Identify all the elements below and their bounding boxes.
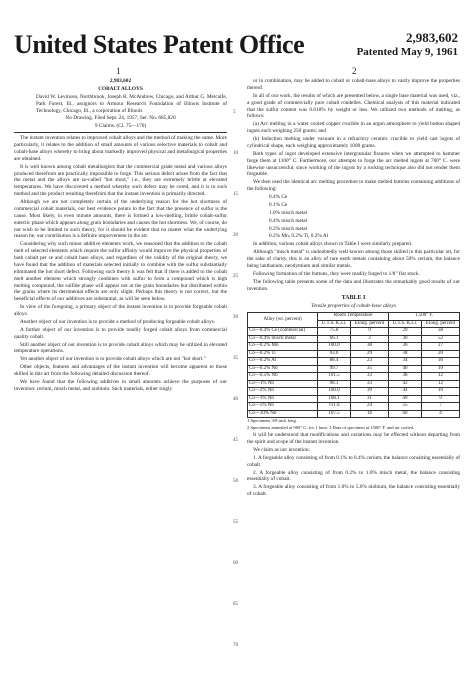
table-cell: Co—0.2% Al <box>248 358 318 366</box>
paragraph: Following formation of the buttons, they were readily forged to 1/8" flat stock. <box>253 270 420 277</box>
table-cell: 23 <box>350 358 388 366</box>
table-subtitle: Tensile properties of cobalt-base alloys <box>311 303 396 310</box>
table-cell: 38 <box>389 350 422 358</box>
paragraph: Still another object of our invention is to provide cobalt alloys which may be utilized in elevated temperature operations. <box>14 341 227 355</box>
left-body <box>14 135 227 393</box>
line-number: 55 <box>233 520 238 525</box>
table-cell: 101.5 <box>318 373 351 381</box>
right-body-top <box>247 78 460 193</box>
table-cell: 9 <box>350 328 388 336</box>
line-number: 60 <box>233 561 238 566</box>
table-row <box>248 410 460 418</box>
table-cell: 98.1 <box>318 380 351 388</box>
table-cell: Co—5% Nb <box>248 403 318 411</box>
paragraph: In view of the foregoing, a primary object of the instant invention is to provide forgeable cobalt alloys. <box>14 304 227 317</box>
paragraph: In all of our work, the results of which are presented below, a single base material was used, viz., a good grade of commercially pure cobalt rondelles. Chemical analysis of this material indicated that the sulfur content was 0.018% by weight or less. We utilized two methods of melting, as follows: <box>247 92 460 120</box>
table-group-header: Room Temperature <box>318 313 389 321</box>
table-footnote: 2 Specimens annealed at 900° C. for 1 hour. 3 Data of specimen at 1500° F. and air cooled. <box>247 425 415 431</box>
table-row <box>248 365 460 373</box>
table-footnote: 1 Specimens 3/8 inch long. <box>247 418 297 424</box>
divider <box>14 132 227 133</box>
table-cell: 100.0 <box>318 343 351 351</box>
table-cell: 36 <box>389 343 422 351</box>
paragraph: Another object of our invention is to provide a method of producing forgeable cobalt alloys. <box>20 318 216 325</box>
table-sub-header: U.T.S. K.s.i. <box>318 320 351 328</box>
table-cell: 66.1 <box>318 335 351 343</box>
paragraph: or in combination, may be added to cobalt or cobalt-base alloys to vastly improve the properties thereof. <box>247 78 460 91</box>
line-number: 45 <box>233 438 238 443</box>
table-cell: 60 <box>389 410 422 418</box>
line-number: 65 <box>233 602 238 607</box>
table-cell: 10 <box>421 365 459 373</box>
patent-number: 2,983,602 <box>406 30 458 45</box>
table-cell: 108.1 <box>318 395 351 403</box>
table-sub-header: U.T.S. K.s.i. <box>389 320 422 328</box>
table-row <box>248 358 460 366</box>
paragraph: A further object of our invention is to provide readily forged cobalt alloys from commercial quality cobalt. <box>14 326 227 340</box>
table-cell: 24 <box>350 403 388 411</box>
paragraph: 2. A forgeable alloy consisting of from 0.2% to 1.0% misch metal, the balance consisting essentially of cobalt. <box>247 469 460 483</box>
addition-item: 0.4% Ce <box>269 194 288 200</box>
table-cell: 29 <box>389 328 422 336</box>
addition-item: 0.2% Mn, 0.2% Ti, 0.2% Al <box>269 233 329 240</box>
table-cell: 44 <box>389 388 422 396</box>
table-cell: Co—0.2% Ti <box>248 350 318 358</box>
column-number-left: 1 <box>116 66 121 76</box>
table-cell: 38 <box>389 373 422 381</box>
table-cell: Co—0.2% Nb <box>248 365 318 373</box>
filing-info: No Drawing. Filed Sept. 24, 1957, Ser. No. 685,820 <box>65 115 176 122</box>
tensile-table <box>247 312 460 418</box>
addition-item: 0.2% misch metal <box>269 225 308 232</box>
addition-item: 0.1% Ce <box>269 201 288 208</box>
table-cell: Co—10% Nb <box>248 410 318 418</box>
table-cell: 12 <box>421 373 459 381</box>
patent-date: Patented May 9, 1961 <box>356 46 458 58</box>
paragraph: (b) Induction melting under vacuum in a refractory ceramic crucible to yield cast ingots of cylindrical shape, each weighing approximately 1000 grams. <box>247 136 460 149</box>
table-row <box>248 395 460 403</box>
table-cell: Co—0.4% Ce (commercial) <box>248 328 318 336</box>
table-cell: 31 <box>350 395 388 403</box>
invention-title: COBALT ALLOYS <box>98 85 143 92</box>
table-row <box>248 350 460 358</box>
table-cell: 20 <box>421 350 459 358</box>
paragraph: We claim as our invention: <box>253 446 310 453</box>
table-cell: 38 <box>421 328 459 336</box>
table-cell: Co—0.4% misch metal <box>248 335 318 343</box>
table-group-header: 1,500° F. <box>389 313 460 321</box>
table-cell: 7 <box>421 403 459 411</box>
table-cell: 42 <box>389 380 422 388</box>
table-col-header: Alloy (wt. percent) <box>248 313 318 328</box>
table-cell: 107.5 <box>318 410 351 418</box>
claims-info: 9 Claims. (Cl. 75—170) <box>94 123 147 130</box>
table-cell: 111.0 <box>318 403 351 411</box>
paragraph: Although "misch metal" is undoubtedly well known among those skilled in this particular art, for the sake of clarity, this is an alloy of rare earth metals containing about 50% cerium, the balance being lanthanum, neodymium and similar metals. <box>247 249 460 269</box>
table-cell: 9 <box>421 395 459 403</box>
table-cell: 99.7 <box>318 365 351 373</box>
table-sub-header: Elong. percent <box>421 320 459 328</box>
table-cell: 55 <box>389 403 422 411</box>
table-cell: 88.4 <box>318 358 351 366</box>
table-cell: 33 <box>350 373 388 381</box>
table-row <box>248 343 460 351</box>
table-footnotes <box>247 418 460 431</box>
table-cell: 27 <box>421 343 459 351</box>
line-number: 40 <box>233 397 238 402</box>
table-row <box>248 403 460 411</box>
table-cell: Co—0.5% Nb <box>248 373 318 381</box>
table-cell: 38 <box>350 343 388 351</box>
office-title: United States Patent Office <box>14 30 305 59</box>
table-row <box>248 380 460 388</box>
paragraph: Both types of ingot developed extensive intergranular fissures when we attempted to hammer forge them at 1100° C. Furthermore, our attempts to forge the arc melted ingots at 700° C. were likewise unsuccessful, since working of the ingots by a rocking technique also did not render them forgeable. <box>247 150 460 178</box>
table-title: TABLE I <box>341 295 366 302</box>
line-number: 70 <box>233 643 238 648</box>
table-cell: 29 <box>350 350 388 358</box>
table-cell: 18 <box>350 410 388 418</box>
paragraph: Although we are not completely certain of the underlying reason for the hot shortness of commercial cobalt materials, our best evidence points to the fact that the presence of sulfur is the cause. Most likely, in even minute amounts, there is formed a low-melting, brittle cobalt-sulfur eutectic phase which appears along grain boundaries and causes the hot shortness. We, of course, do not wish to be limited to such theory, for it should be evident that no matter what the underlying reason be, our contribution is a definite improvement in the art. <box>14 199 227 240</box>
paragraph: It will be understood that modifications and variations may be effected without departing from the spirit and scope of the instant invention. <box>247 432 460 445</box>
line-number: 35 <box>233 356 238 361</box>
line-number: 5 <box>233 110 236 115</box>
table-cell: 49 <box>389 395 422 403</box>
paragraph: We have found that the following additives in small amounts achieve the purposes of our invention: cerium, misch metal, and niobium. Such materials, either singly <box>14 378 227 392</box>
line-number: 20 <box>233 233 238 238</box>
right-body-end <box>247 432 460 498</box>
table-cell: 40 <box>389 365 422 373</box>
table-cell: 36 <box>421 358 459 366</box>
table-cell: Co—2% Nb <box>248 388 318 396</box>
paragraph: 1. A forgeable alloy consisting of from 0.1% to 0.4% cerium, the balance consisting essentially of cobalt. <box>247 454 460 468</box>
right-body-mid <box>247 241 460 292</box>
table-sub-header: Elong. percent <box>350 320 388 328</box>
table-cell: 35 <box>350 365 388 373</box>
additions-list <box>247 194 460 240</box>
paragraph: Other objects, features and advantages of the instant invention will become apparent to those skilled in this art from the following detailed discussion thereof. <box>14 364 227 377</box>
right-column <box>247 78 460 690</box>
table-cell: 34 <box>389 358 422 366</box>
patent-number-repeat: 2,983,602 <box>109 78 132 84</box>
inventors: David W. Levinson, Northbrook, Joseph R. McAndrew, Chicago, and Arthur G. Metcalfe, Park Forest, Ill., assignors to Armour Research Foundation of Illinois Institute of Technology, Chicago, Ill., a corporation of Illinois <box>36 93 227 114</box>
table-cell: 10 <box>421 388 459 396</box>
table-cell: 100.0 <box>318 388 351 396</box>
table-cell: Co—3% Nb <box>248 395 318 403</box>
table-cell: 3 <box>350 335 388 343</box>
line-number: 10 <box>233 151 238 156</box>
table-cell: 75.8 <box>318 328 351 336</box>
table-body <box>248 328 460 418</box>
line-number: 50 <box>233 479 238 484</box>
paragraph: The instant invention relates to improved cobalt alloys and the method of making the same. More particularly, it relates to the addition of small amounts of various selective materials to cobalt and cobalt-base alloys whereby to bring about markedly improved physical and metallurgical properties are obtained. <box>14 135 227 162</box>
line-number: 25 <box>233 274 238 279</box>
paragraph: In addition, various cobalt alloys shown in Table I were similarly prepared. <box>253 241 413 248</box>
table-cell: 93.0 <box>318 350 351 358</box>
paragraph: 3. A forgeable alloy consisting of from 1.0% to 5.0% niobium, the balance consisting essentially of cobalt. <box>247 484 460 498</box>
addition-item: 1.0% misch metal <box>269 209 308 216</box>
table-cell: 30 <box>389 335 422 343</box>
table-cell: Co—1% Nb <box>248 380 318 388</box>
paragraph: It is well known among cobalt metallurgists that the commercial grade metal and various alloys produced therefrom are practically impossible to forge. This serious defect arises from the fact that the metal and the alloys are so-called "hot short," i.e., they are extremely brittle at elevated temperatures. We have discovered a method whereby such defect may be cured, and it is to such method and the product resulting therefrom that the instant invention is primarily directed. <box>14 163 227 198</box>
table-cell: 4 <box>421 410 459 418</box>
left-column <box>14 78 227 690</box>
line-number: 30 <box>233 315 238 320</box>
table-row <box>248 388 460 396</box>
table-cell: 12 <box>421 380 459 388</box>
paragraph: Yet another object of our invention is to provide cobalt alloys which are not "hot short." <box>20 356 206 363</box>
addition-item: 0.4% misch metal <box>269 217 308 224</box>
table-row <box>248 335 460 343</box>
paragraph: We then used the identical arc melting procedure to make melted buttons containing additions of the following: <box>247 179 460 193</box>
line-number: 15 <box>233 192 238 197</box>
paragraph: (a) Arc melting in a water cooled copper crucible in an argon atmosphere to yield button shaped ingots each weighing 250 grams; and <box>247 121 460 135</box>
table-row <box>248 373 460 381</box>
column-number-right: 2 <box>352 66 357 76</box>
table-row <box>248 328 460 336</box>
paragraph: The following table presents some of the data and illustrates the remarkably good results of our invention. <box>247 278 460 292</box>
table-cell: Co—0.2% Mn <box>248 343 318 351</box>
paragraph: Considering why such minor additive elements work, we reasoned that the addition to the cobalt melt of selected elements which require the sulfur affinity would improve the physical properties of both cobalt per se and cobalt base alloys, and regardless of the validity of the original theory, we have found that the addition of materials selected initially to combine with the sulfur substantially eliminated the hot short defect. Following such theory it was felt that if there is added to the cobalt melt another element which strongly combines with sulfur to form a compound which is high melting compound, the sulfide phase will appear not at the grain boundaries but distributed within the grains where its detrimental effects are only slight. Perhaps this theory is not correct, but the beneficial effects of our additives are substantial, as will be seen below. <box>14 241 227 303</box>
table-cell: 52 <box>421 335 459 343</box>
table-cell: 33 <box>350 380 388 388</box>
table-cell: 39 <box>350 388 388 396</box>
